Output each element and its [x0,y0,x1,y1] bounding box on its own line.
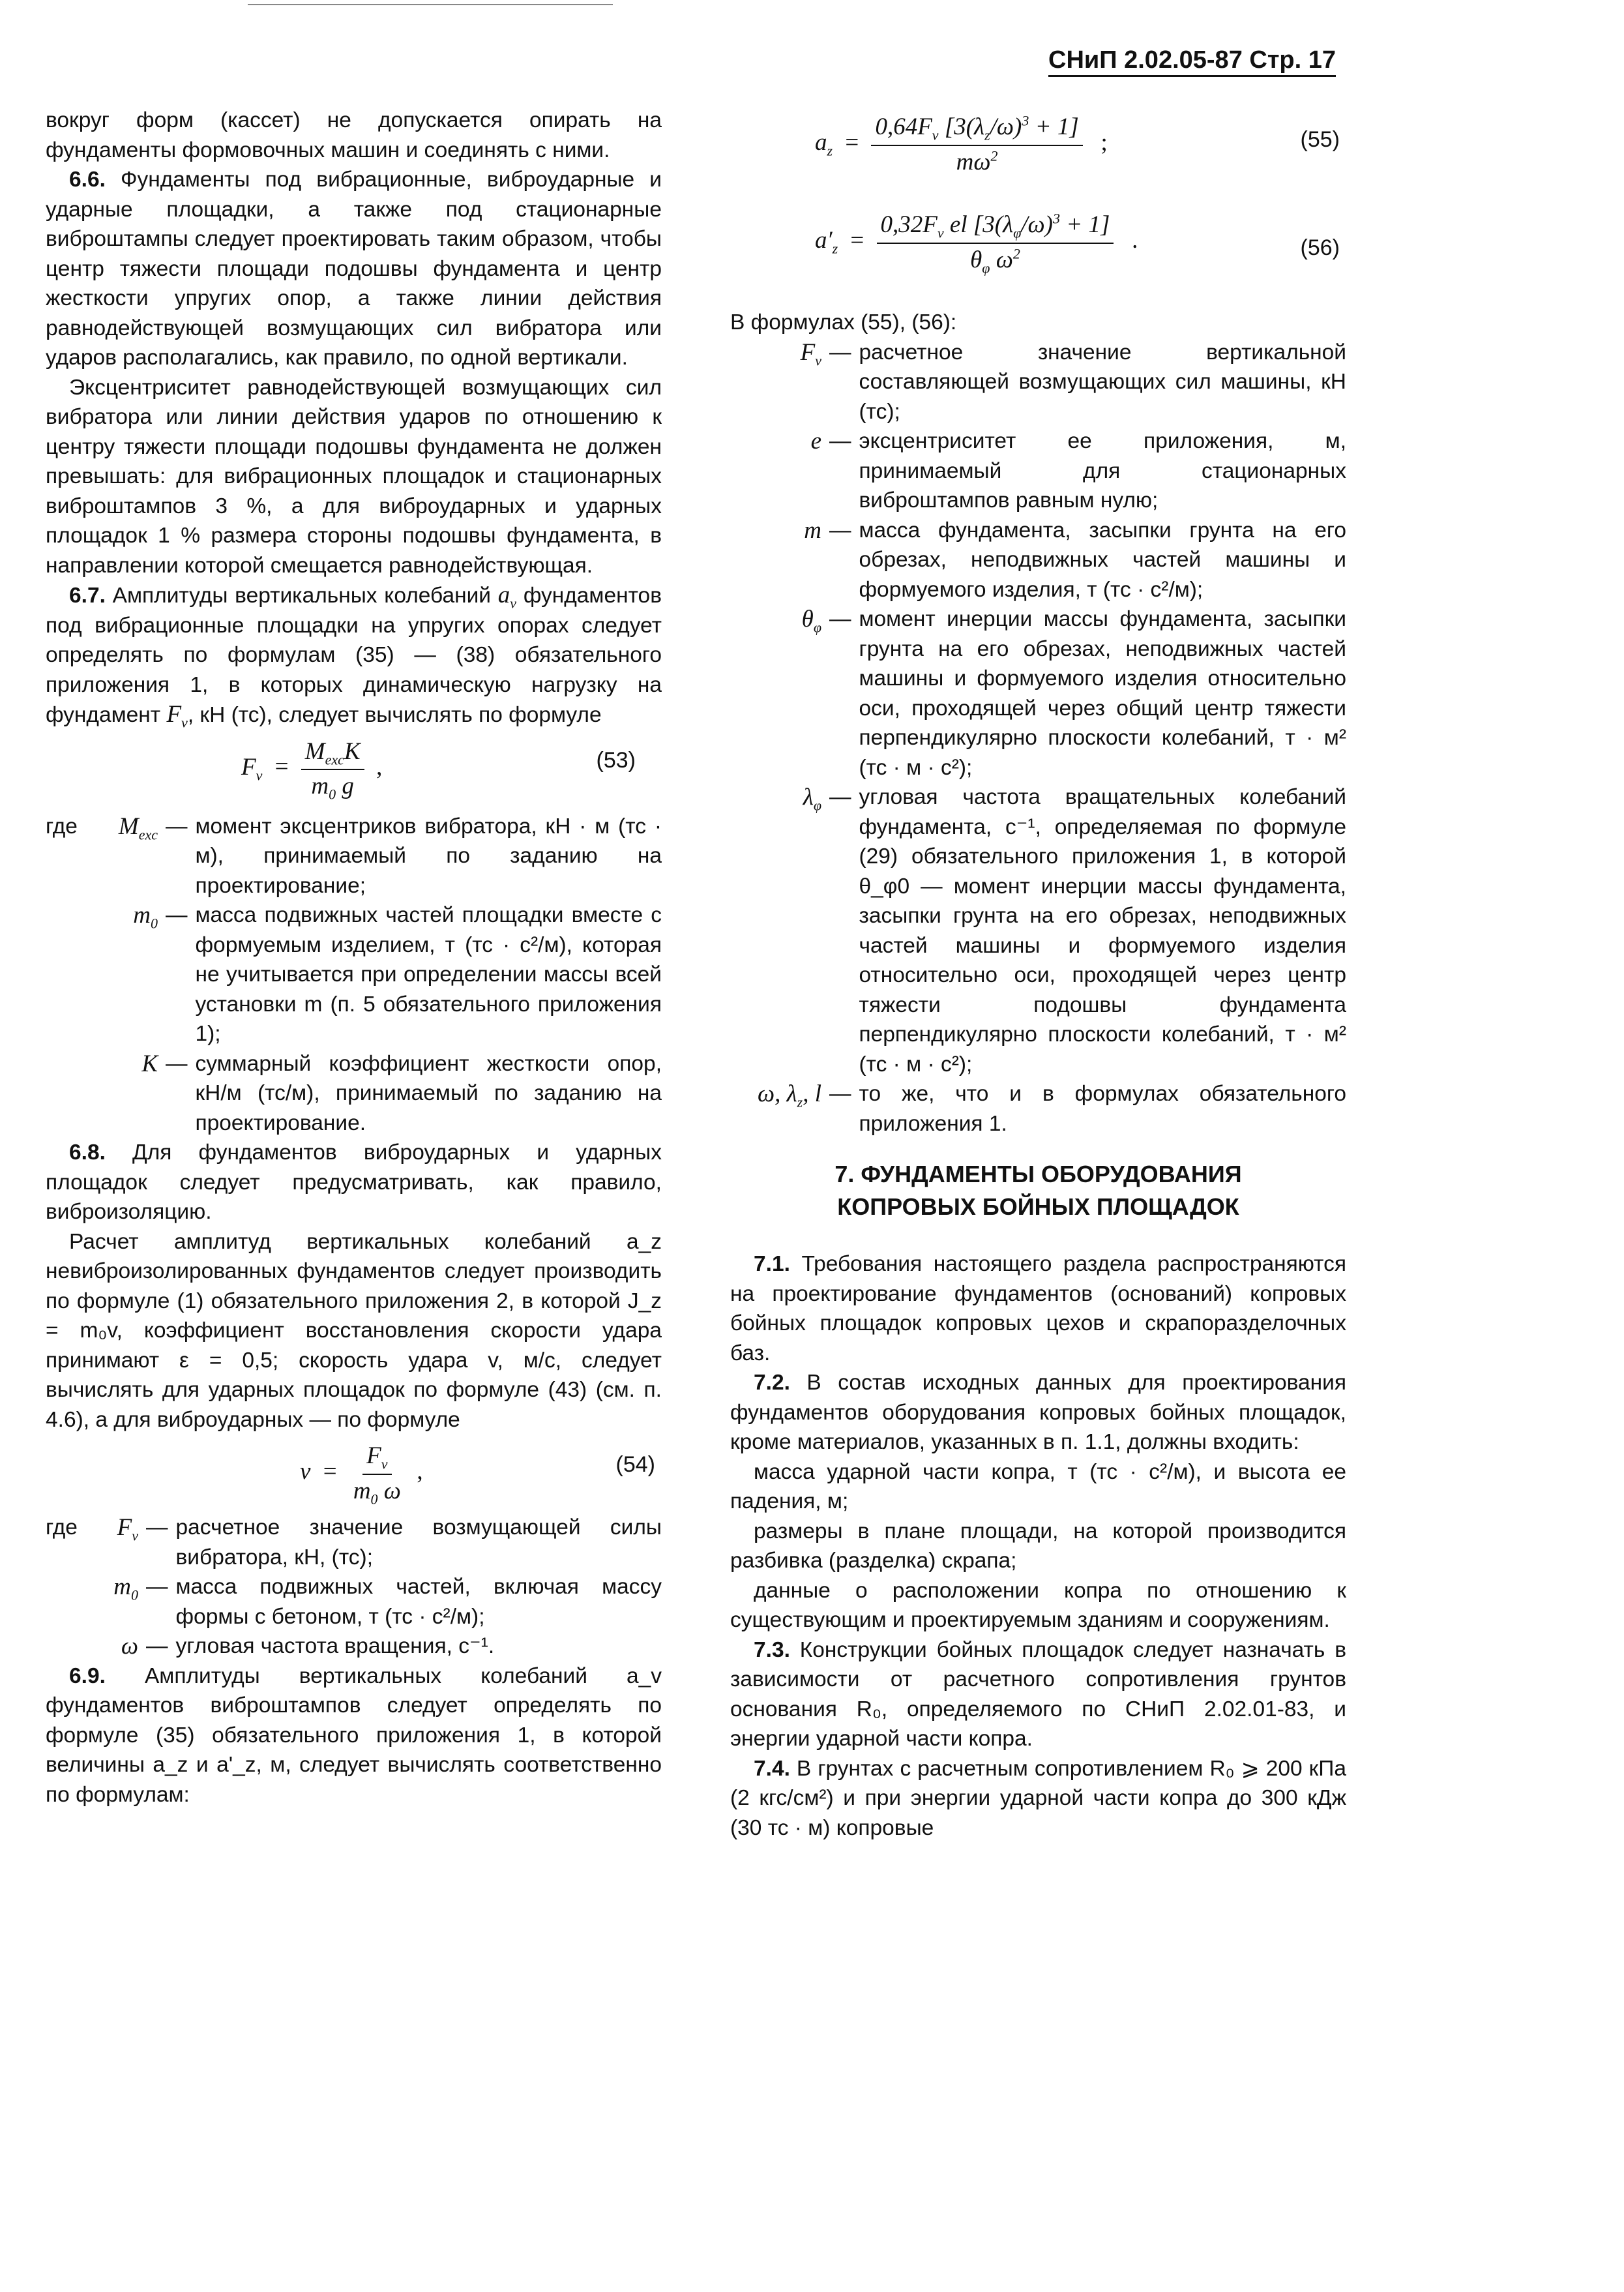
definition-item: где $M_{exc}$ — момент эксцентриков вибратора, кН · м (тс · м), принимаемый по заданию на проектирование; [46,812,662,901]
right-column [730,106,1346,1843]
clause-text: В состав исходных данных для проектирования фундаментов оборудования копровых бойных площадок, кроме материалов, указанных в п. 1.1, должны входить: [730,1371,1346,1454]
definition-text: то же, что и в формулах обязательного приложения 1. [859,1082,1346,1136]
definition-symbol: m [804,516,821,544]
paragraph-7-2-item: размеры в плане площади, на которой производится разбивка (разделка) скрапа; [730,1519,1346,1573]
definition-symbol: $F_v$ [117,1514,138,1544]
top-rule [248,4,613,5]
definition-text: угловая частота вращательных колебаний фундамента, с⁻¹, определяемая по формуле (29) обязательного приложения 1, в которой θ_φ0 — момент инерции массы фундамента, засыпки грунта на его обрезах, неподвижных частей машины и формуемого изделия относительно оси, проходящей через центр тяжести подошвы фундамента перпендикулярно плоскости колебаний, т · м² (тс · м · с²); [859,785,1346,1077]
definition-item: $m_0$ — масса подвижных частей, включая массу формы с бетоном, т (тс · с²/м); [46,1572,662,1631]
definition-item: $\theta_\varphi$ — момент инерции массы фундамента, засыпки грунта на его обрезах, неподвижных частей машины и формуемого изделия относительно оси, проходящей через общий центр тяжести перпендикулярно плоскости колебаний, т · м² (тс · м · с²); [730,604,1346,782]
paragraph-6-9 [46,1661,662,1810]
definition-item: m — масса фундамента, засыпки грунта на его обрезах, неподвижных частей машины и формуемого изделия, т (тс · с²/м); [730,516,1346,605]
page-header [1048,46,1336,76]
definition-symbol: $\theta_\varphi$ [801,606,821,636]
paragraph-6-6-eccentricity: Эксцентриситет равнодействующей возмущающих сил вибратора или линии действия ударов по отношению к центру тяжести площади подошвы фундамента не должен превышать: для вибрационных площадок и стационарных виброштампов 3 %, а для виброударных и ударных площадок 1 % размера стороны подошвы фундамента, в направлении которой смещается равнодействующая. [46,375,662,578]
clause-text: Амплитуды вертикальных колебаний [105,584,498,608]
definition-symbol: e [810,428,821,454]
clause-text: В грунтах с расчетным сопротивлением R₀ ⩾ 200 кПа (2 кгс/см²) и при энергии ударной части копра до 300 кДж (30 тс · м) копровые [730,1756,1346,1840]
definitions-53 [46,812,662,1139]
paragraph-6-8 [46,1138,662,1227]
definition-item: $m_0$ — масса подвижных частей площадки вместе с формуемым изделием, т (тс · с²/м), которая не учитывается при определении массы всей установки m (п. 5 обязательного приложения 1); [46,900,662,1049]
formula-55: $a_z$ = $\frac{0,64F_v [3(\lambda_z/\omega)^3 + 1]}{m\omega^2}$ ; (55) [815,112,1340,175]
equation-number: (53) [596,747,636,773]
definition-symbol: $m_0$ [133,902,158,932]
paragraph-6-7 [46,580,662,730]
definition-symbol: $M_{exc}$ [118,812,158,842]
definition-item: K — суммарный коэффициент жесткости опор, кН/м (тс/м), принимаемый по заданию на проектирование. [46,1049,662,1139]
definition-item: ω, $\lambda_z$, l — то же, что и в формулах обязательного приложения 1. [730,1079,1346,1139]
paragraph-7-4 [730,1754,1346,1843]
header-text: СНиП 2.02.05-87 Стр. 17 [1048,46,1336,77]
definition-text: эксцентриситет ее приложения, м, принимаемый для стационарных виброштампов равным нулю; [859,429,1346,513]
paragraph-6-6 [46,165,662,373]
clause-number: 6.8. [69,1140,106,1165]
definitions-54 [46,1513,662,1661]
paragraph-7-2-item: масса ударной части копра, т (тс · с²/м), и высота ее падения, м; [730,1459,1346,1513]
gde-label: где [46,814,78,839]
definition-text: суммарный коэффициент жесткости опор, кН/м (тс/м), принимаемый по заданию на проектирование. [195,1051,662,1135]
clause-number: 7.3. [754,1637,790,1662]
clause-text: Требования настоящего раздела распространяются на проектирование фундаментов (оснований) копровых бойных площадок копровых цехов и скрапоразделочных баз. [730,1252,1346,1365]
section-title-line: 7. ФУНДАМЕНТЫ ОБОРУДОВАНИЯ [834,1161,1242,1187]
formula-54: v = $\frac{F_v}{m_0 \omega}$ , (54) [300,1442,655,1507]
definition-item: e — эксцентриситет ее приложения, м, принимаемый для стационарных виброштампов равным нулю; [730,426,1346,516]
paragraph-7-1 [730,1249,1346,1368]
formulas-intro: В формулах (55), (56): [730,310,957,335]
section-title-line: КОПРОВЫХ БОЙНЫХ ПЛОЩАДОК [837,1193,1239,1220]
clause-number: 7.1. [754,1252,790,1276]
definition-text: момент инерции массы фундамента, засыпки грунта на его обрезах, неподвижных частей машины и формуемого изделия относительно оси, проходящей через общий центр тяжести перпендикулярно плоскости колебаний, т · м² (тс · м · с²); [859,607,1346,780]
definition-symbol: $m_0$ [113,1573,138,1603]
definition-text: угловая частота вращения, с⁻¹. [175,1634,495,1658]
clause-text: Для фундаментов виброударных и ударных площадок следует предусматривать, как правило, виброизоляцию. [46,1140,662,1224]
definition-symbol: $F_v$ [800,338,821,368]
symbol-av: $a_v$ [497,582,517,612]
equation-number: (54) [615,1452,655,1477]
definition-item: $\lambda_\varphi$ — угловая частота вращательных колебаний фундамента, с⁻¹, определяемая по формуле (29) обязательного приложения 1, в которой θ_φ0 — момент инерции массы фундамента, засыпки грунта на его обрезах, неподвижных частей машины и формуемого изделия относительно оси, проходящей через центр тяжести подошвы фундамента перпендикулярно плоскости колебаний, т · м² (тс · м · с²); [730,782,1346,1079]
definition-symbol: K [141,1050,158,1077]
definition-text: момент эксцентриков вибратора, кН · м (тс · м), принимаемый по заданию на проектирование; [195,814,662,898]
definition-text: расчетное значение вертикальной составляющей возмущающих сил машины, кН (тс); [859,340,1346,424]
clause-text: фундаментов под вибрационные площадки на упругих опорах следует определять по формулам (35) — (38) обязательного приложения 1, в которых динамическую нагрузку на фундамент [46,584,662,727]
paragraph-7-2 [730,1368,1346,1457]
definition-symbol: ω, $\lambda_z$, l [758,1080,821,1110]
clause-text: Конструкции бойных площадок следует назначать в зависимости от расчетного сопротивления грунтов основания R₀, определяемого по СНиП 2.02.01-83, и энергии ударной части копра. [730,1637,1346,1751]
clause-text: Фундаменты под вибрационные, виброударные и ударные площадки, а также под стационарные виброштампы следует проектировать таким образом, чтобы центр тяжести площади подошвы фундамента и центр жесткости упругих опор, а также линии действия равнодействующей возмущающих сил вибратора или ударов располагались, как правило, по одной вертикали. [46,168,662,370]
gde-label: где [46,1515,78,1540]
definition-symbol: $\lambda_\varphi$ [803,784,821,814]
formula-53: $F_v$ = $\frac{M_{exc}K}{m_0 g}$ , (53) [241,737,636,803]
symbol-fv: $F_v$ [166,701,188,731]
formula-56: $a'_z$ = $\frac{0,32F_v el [3(\lambda_\varphi/\omega)^3 + 1]}{\theta_\varphi \omega^2}$ . (56) [815,210,1340,276]
paragraph-6-8-amplitudes: Расчет амплитуд вертикальных колебаний a_z невиброизолированных фундаментов следует производить по формуле (1) обязательного приложения 2, в которой J_z = m₀v, коэффициент восстановления скорости удара принимают ε = 0,5; скорость удара v, м/с, следует вычислять для ударных площадок по формуле (43) (см. п. 4.6), а для виброударных — по формуле [46,1229,662,1432]
clause-number: 6.9. [69,1663,106,1688]
clause-text: Амплитуды вертикальных колебаний a_v фундаментов виброштампов следует определять по формуле (35) обязательного приложения 1, в которой величины a_z и a'_z, м, следует вычислять соответственно по формулам: [46,1663,662,1807]
clause-number: 7.2. [754,1371,790,1395]
definition-item: ω — угловая частота вращения, с⁻¹. [46,1631,662,1661]
definitions-55-56 [730,338,1346,1139]
clause-number: 6.7. [69,584,106,608]
paragraph-continued: вокруг форм (кассет) не допускается опирать на фундаменты формовочных машин и соединять с ними. [46,108,662,162]
definition-text: расчетное значение возмущающей силы вибратора, кН, (тс); [175,1515,662,1570]
definition-item: $F_v$ — расчетное значение вертикальной составляющей возмущающих сил машины, кН (тс); [730,338,1346,427]
clause-number: 7.4. [754,1756,790,1781]
definition-text: масса фундамента, засыпки грунта на его обрезах, неподвижных частей машины и формуемого изделия, т (тс · с²/м); [859,518,1346,602]
section-title [730,1158,1346,1223]
definition-item: где $F_v$ — расчетное значение возмущающей силы вибратора, кН, (тс); [46,1513,662,1572]
paragraph-7-3 [730,1635,1346,1754]
equation-number: (56) [1300,235,1340,260]
clause-number: 6.6. [69,168,106,192]
paragraph-7-2-item: данные о расположении копра по отношению к существующим и проектируемым зданиям и сооружениям. [730,1578,1346,1632]
equation-number: (55) [1300,127,1340,152]
definition-text: масса подвижных частей площадки вместе с формуемым изделием, т (тс · с²/м), которая не учитывается при определении массы всей установки m (п. 5 обязательного приложения 1); [195,903,662,1046]
left-column [46,106,662,1809]
clause-text: , кН (тс), следует вычислять по формуле [187,703,602,727]
definition-symbol: ω [121,1633,138,1659]
definition-text: масса подвижных частей, включая массу формы с бетоном, т (тс · с²/м); [175,1575,662,1629]
